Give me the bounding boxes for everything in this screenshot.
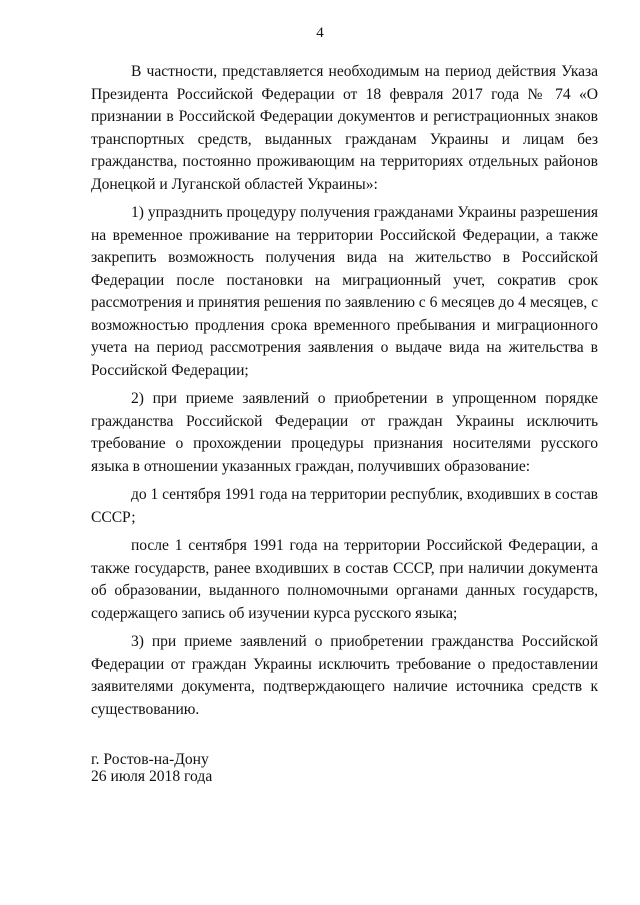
closing-block (91, 751, 212, 785)
paragraph-item-2-sub-1: до 1 сентября 1991 года на территории республик, входивших в состав СССР; (91, 486, 598, 526)
closing-place: г. Ростов-на-Дону (91, 751, 209, 768)
page-number: 4 (316, 25, 324, 41)
paragraph-item-3: 3) при приеме заявлений о приобретении гражданства Российской Федерации от граждан Украины исключить требование о предоставлении заявителями документа, подтверждающего наличие источника средств к существованию. (91, 633, 598, 718)
paragraph-item-1: 1) упразднить процедуру получения гражданами Украины разрешения на временное проживание на территории Российской Федерации, а также закрепить возможность получения вида на жительство в Российской Федерации после постановки на миграционный учет, сократив срок рассмотрения и принятия решения по заявлению с 6 месяцев до 4 месяцев, с возможностью продления срока временного пребывания и миграционного учета на период рассмотрения заявления о выдаче вида на жительства в Российской Федерации; (91, 204, 598, 379)
closing-date: 26 июля 2018 года (91, 768, 213, 785)
paragraph-item-2-sub-2: после 1 сентября 1991 года на территории Российской Федерации, а также государств, ранее входивших в состав СССР, при наличии документа об образовании, выданного полномочными органами данных государств, содержащего запись об изучении курса русского языка; (91, 537, 598, 622)
paragraph-item-2: 2) при приеме заявлений о приобретении в упрощенном порядке гражданства Российской Федерации от граждан Украины исключить требование о прохождении процедуры признания носителями русского языка в отношении указанных граждан, получивших образование: (91, 390, 598, 475)
paragraph-intro: В частности, представляется необходимым на период действия Указа Президента Российской Федерации от 18 февраля 2017 года № 74 «О признании в Российской Федерации документов и регистрационных знаков транспортных средств, выданных гражданам Украины и лицам без гражданства, постоянно проживающим на территориях отдельных районов Донецкой и Луганской областей Украины»: (91, 63, 598, 193)
document-body (91, 61, 598, 727)
